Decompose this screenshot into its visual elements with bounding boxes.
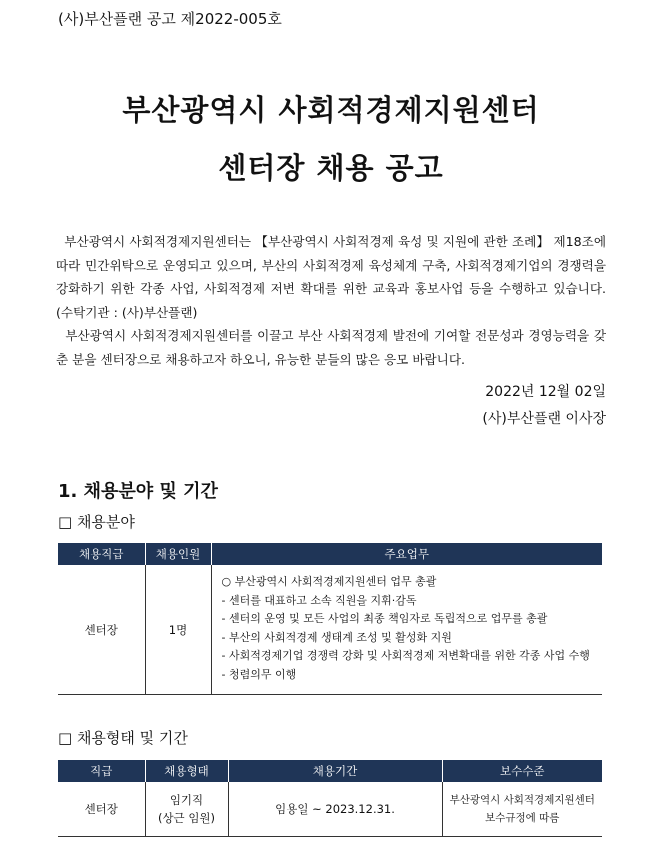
table-header-cell: 채용형태 bbox=[145, 760, 228, 782]
title-line-1: 부산광역시 사회적경제지원센터 bbox=[122, 93, 540, 127]
table-header-cell: 채용인원 bbox=[145, 543, 211, 565]
duty-item: ○ 부산광역시 사회적경제지원센터 업무 총괄 bbox=[221, 575, 437, 588]
table-row bbox=[58, 565, 602, 695]
issuer: (사)부산플랜 이사장 bbox=[482, 411, 606, 427]
employment-type-cell bbox=[145, 782, 228, 836]
table-header-cell: 채용기간 bbox=[228, 760, 442, 782]
table-header-cell: 주요업무 bbox=[211, 543, 602, 565]
table-header-cell: 채용직급 bbox=[58, 543, 145, 565]
intro-text bbox=[56, 230, 606, 371]
pay-level-cell bbox=[442, 782, 602, 836]
duty-item: - 센터를 대표하고 소속 직원을 지휘·감독 bbox=[221, 593, 417, 607]
duties-cell bbox=[211, 565, 602, 695]
duty-item: - 청렴의무 이행 bbox=[221, 667, 297, 681]
position-cell: 센터장 bbox=[84, 801, 118, 816]
duty-item: - 센터의 운영 및 모든 사업의 최종 책임자로 독립적으로 업무를 총괄 bbox=[221, 612, 548, 625]
table-header-cell: 보수수준 bbox=[442, 760, 602, 782]
duty-item: - 부산의 사회적경제 생태계 조성 및 활성화 지원 bbox=[221, 630, 452, 644]
sub-heading-type-period: □ 채용형태 및 기간 bbox=[58, 729, 188, 747]
sub-heading-field: □ 채용분야 bbox=[58, 513, 135, 531]
pay-level-line: 부산광역시 사회적경제지원센터 bbox=[449, 793, 595, 806]
table-header-row bbox=[58, 760, 602, 782]
duty-item: - 사회적경제기업 경쟁력 강화 및 사회적경제 저변확대를 위한 각종 사업 수행 bbox=[221, 649, 590, 662]
position-cell: 센터장 bbox=[84, 622, 118, 637]
section-1-heading: 1. 채용분야 및 기간 bbox=[58, 481, 218, 502]
pay-level-line: 보수규정에 따름 bbox=[485, 811, 560, 824]
recruitment-field-table bbox=[58, 543, 602, 695]
count-cell: 1명 bbox=[145, 565, 211, 695]
title-line-2: 센터장 채용 공고 bbox=[218, 151, 444, 185]
notice-number: (사)부산플랜 공고 제2022-005호 bbox=[58, 10, 282, 28]
table-row bbox=[58, 782, 602, 836]
intro-paragraph-1: 부산광역시 사회적경제지원센터는 【부산광역시 사회적경제 육성 및 지원에 관한 조례】 제18조에 따라 민간위탁으로 운영되고 있으며, 부산의 사회적경제 육성체계 구축, 사회적경제기업의 경쟁력을 강화하기 위한 각종 사업, 사회적경제 저변 확대를 위한 교육과 홍보사업 등을 수행하고 있습니다. (수탁기관 : (사)부산플랜) bbox=[56, 234, 606, 320]
announcement-date: 2022년 12월 02일 bbox=[485, 384, 606, 400]
employment-type-line: 임기직 bbox=[169, 792, 204, 807]
table-header-cell: 직급 bbox=[58, 760, 145, 782]
table-header-row bbox=[58, 543, 602, 565]
intro-paragraph-2: 부산광역시 사회적경제지원센터를 이끌고 부산 사회적경제 발전에 기여할 전문성과 경영능력을 갖춘 분을 센터장으로 채용하고자 하오니, 유능한 분들의 많은 응모 바랍니다. bbox=[56, 328, 606, 367]
employment-type-line: (상근 임원) bbox=[157, 810, 216, 825]
employment-type-table bbox=[58, 760, 602, 837]
employment-period-cell: 임용일 ~ 2023.12.31. bbox=[228, 782, 442, 836]
